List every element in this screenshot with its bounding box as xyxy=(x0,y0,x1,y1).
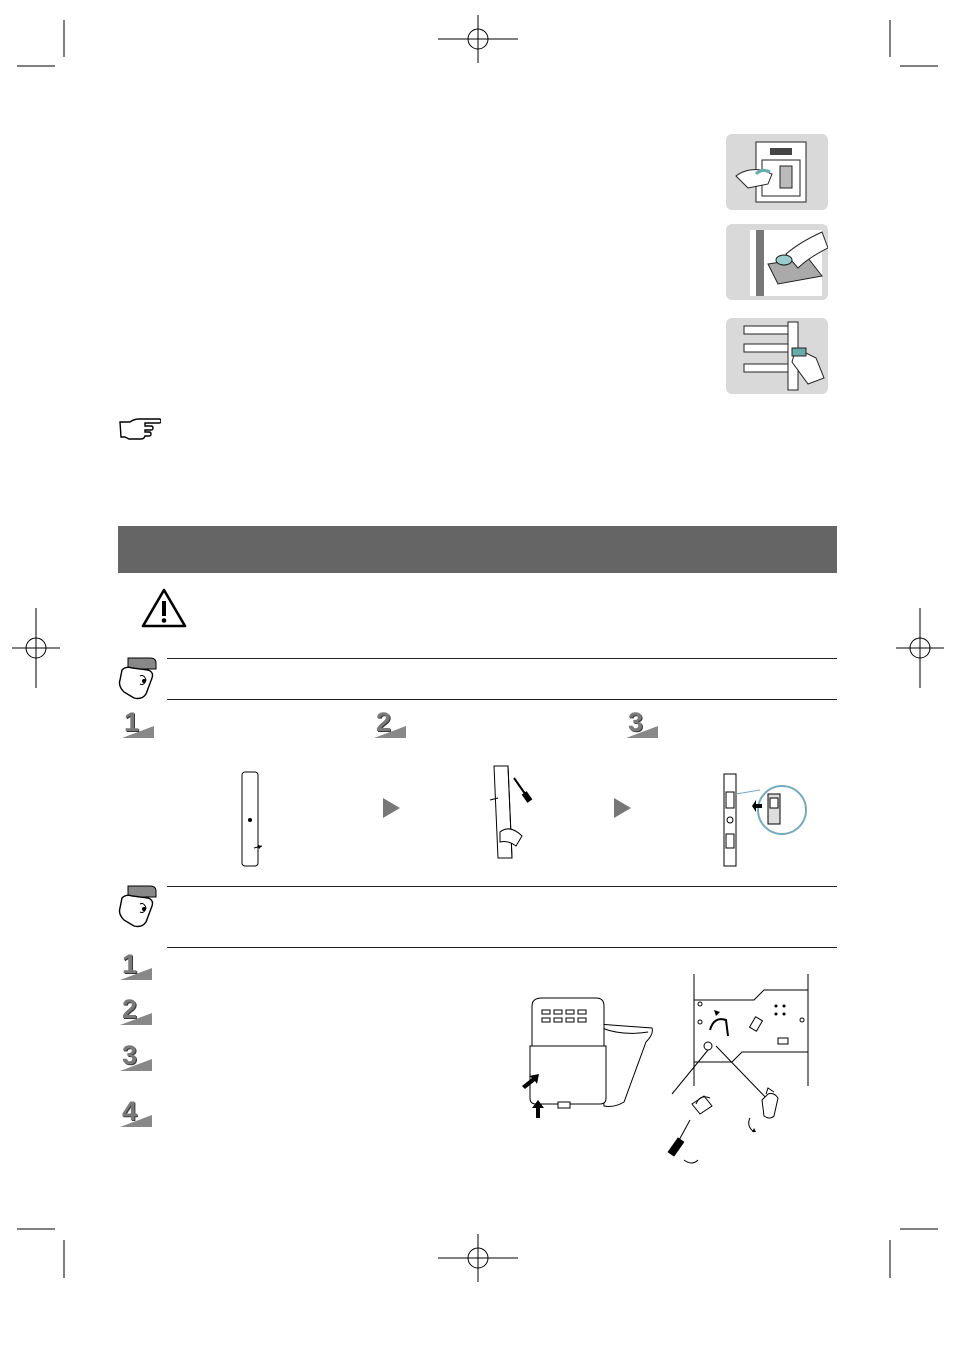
step-number-3 xyxy=(118,1040,152,1073)
registration-mark-top xyxy=(438,15,518,63)
registration-mark-right xyxy=(896,608,944,688)
divider-line xyxy=(167,658,837,659)
ice-bucket-illustration xyxy=(518,994,654,1118)
door-gasket-illustration xyxy=(726,318,828,394)
shelf-illustration xyxy=(726,224,828,300)
thumbnail-dispenser-cleaning xyxy=(726,134,828,210)
play-arrow-icon xyxy=(383,798,400,818)
step-number-2 xyxy=(118,994,152,1027)
pointing-hand-icon xyxy=(117,417,161,441)
step-number-text: 2 xyxy=(376,707,392,737)
step-number-text: 4 xyxy=(122,1096,138,1126)
registration-mark-left xyxy=(12,608,60,688)
step-number-text: 3 xyxy=(628,707,644,737)
section-banner xyxy=(118,526,837,573)
handle-removed-detail-illustration xyxy=(720,772,812,868)
step-number-4 xyxy=(118,1096,152,1129)
dispenser-illustration xyxy=(726,134,828,210)
step-number-text: 1 xyxy=(124,707,140,737)
play-arrow-icon xyxy=(614,798,631,818)
ice-maker-motor-illustration xyxy=(666,970,816,1170)
thumbnail-door-gasket-cleaning xyxy=(726,318,828,394)
step-number-text: 2 xyxy=(122,994,138,1024)
divider-line xyxy=(167,947,837,948)
step-number-1 xyxy=(118,949,152,982)
step-number-text: 3 xyxy=(122,1040,138,1070)
step-number-3 xyxy=(624,707,658,740)
step-number-1 xyxy=(120,707,154,740)
registration-mark-bottom xyxy=(438,1234,518,1282)
glove-hand-icon xyxy=(114,882,160,928)
step-number-text: 1 xyxy=(122,949,138,979)
divider-line xyxy=(167,699,837,700)
step-number-2 xyxy=(372,707,406,740)
door-handle-illustration xyxy=(236,770,268,868)
thumbnail-shelf-cleaning xyxy=(726,224,828,300)
handle-screw-removal-illustration xyxy=(484,762,536,860)
warning-triangle-icon xyxy=(140,587,188,629)
glove-hand-icon xyxy=(114,654,160,700)
divider-line xyxy=(167,886,837,887)
